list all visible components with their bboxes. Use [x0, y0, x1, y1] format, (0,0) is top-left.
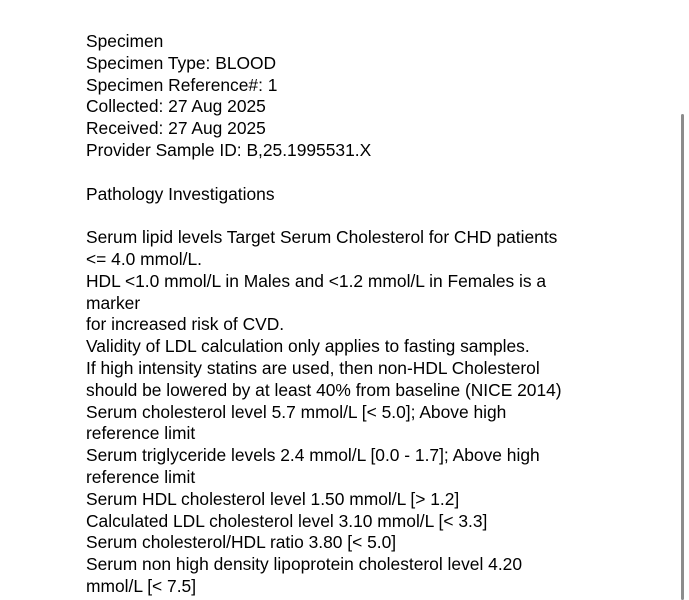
result-line: reference limit — [86, 423, 196, 444]
specimen-type: Specimen Type: BLOOD — [86, 52, 277, 73]
result-line: Serum triglyceride levels 2.4 mmol/L [0.0 - 1.7]; Above high — [86, 445, 540, 466]
note-line: marker — [86, 292, 141, 313]
note-line: Validity of LDL calculation only applies to fasting samples. — [86, 336, 530, 357]
investigations-heading: Pathology Investigations — [86, 183, 275, 204]
result-line: Serum non high density lipoprotein cholesterol level 4.20 — [86, 554, 522, 575]
provider-sample-id: Provider Sample ID: B,25.1995531.X — [86, 139, 372, 160]
spacer — [86, 205, 606, 227]
vertical-scrollbar[interactable] — [681, 114, 684, 600]
received-date: Received: 27 Aug 2025 — [86, 118, 266, 139]
note-line: If high intensity statins are used, then non-HDL Cholesterol — [86, 357, 540, 378]
result-line: Calculated LDL cholesterol level 3.10 mmol/L [< 3.3] — [86, 510, 488, 531]
note-line: should be lowered by at least 40% from baseline (NICE 2014) — [86, 379, 562, 400]
note-line: HDL <1.0 mmol/L in Males and <1.2 mmol/L in Females is a — [86, 270, 547, 291]
note-line: Serum lipid levels Target Serum Cholesterol for CHD patients — [86, 227, 558, 248]
results-section — [86, 402, 606, 598]
investigations-section — [86, 184, 606, 206]
spacer — [86, 162, 606, 184]
specimen-reference: Specimen Reference#: 1 — [86, 74, 278, 95]
collected-date: Collected: 27 Aug 2025 — [86, 96, 266, 117]
note-line: <= 4.0 mmol/L. — [86, 248, 202, 269]
note-line: for increased risk of CVD. — [86, 314, 285, 335]
result-line: Serum HDL cholesterol level 1.50 mmol/L [> 1.2] — [86, 488, 460, 509]
result-line: Serum cholesterol/HDL ratio 3.80 [< 5.0] — [86, 532, 397, 553]
notes-section — [86, 227, 606, 401]
specimen-heading: Specimen — [86, 31, 164, 51]
result-line: reference limit — [86, 466, 196, 487]
result-line: mmol/L [< 7.5] — [86, 575, 197, 596]
report-content — [86, 31, 606, 598]
specimen-section — [86, 31, 606, 162]
result-line: Serum cholesterol level 5.7 mmol/L [< 5.0]; Above high — [86, 401, 507, 422]
